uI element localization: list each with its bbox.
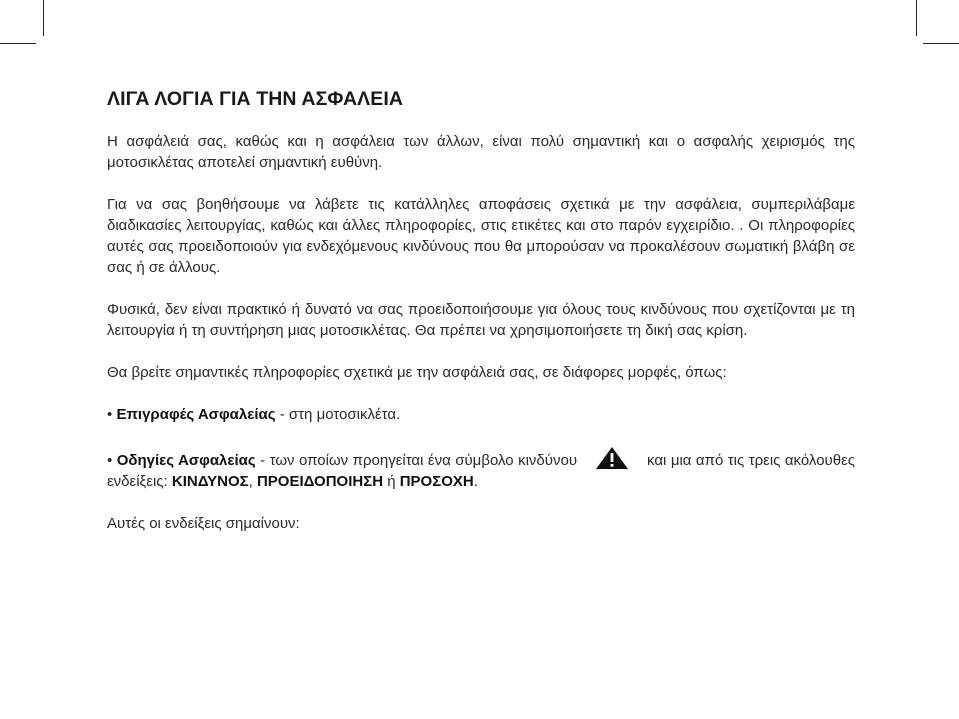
separator: , [248,473,257,490]
signal-word-danger: ΚΙΝΔΥΝΟΣ [171,473,249,490]
bullet-marker: • [107,452,113,469]
sentence-end: . [473,473,478,490]
page-title: ΛΙΓΑ ΛΟΓΙΑ ΓΙΑ ΤΗΝ ΑΣΦΑΛΕΙΑ [107,88,404,110]
bullet-label: Επιγραφές Ασφαλείας [116,406,276,423]
bullet-text-continued: και μια από τις τρεις ακόλουθες ενδείξεις: [107,452,855,490]
bullet-text: - στη μοτοσικλέτα. [275,406,401,423]
signal-word-caution: ΠΡΟΣΟΧΗ [399,473,474,490]
forms-paragraph: Θα βρείτε σημαντικές πληροφορίες σχετικά με την ασφάλειά σας, σε διάφορες μορφές, όπως: [107,364,727,381]
warning-triangle-icon [595,446,629,470]
bullet-label: Οδηγίες Ασφαλείας [116,452,256,469]
page-content [107,88,855,534]
bullet-safety-labels [107,404,855,425]
crop-mark-left-top [0,43,36,44]
judgement-paragraph: Φυσικά, δεν είναι πρακτικό ή δυνατό να σας προειδοποιήσουμε για όλους τους κινδύνους που σχετίζονται με τη λειτουργία ή τη συντήρηση μιας μοτοσικλέτας. Θα πρέπει να χρησιμοποιήσετε τη δική σας κρίση. [107,301,855,339]
crop-mark-top-right [916,0,917,36]
signal-word-warning: ΠΡΟΕΙΔΟΠΟΙΗΣΗ [256,473,384,490]
bullet-marker: • [107,406,113,423]
closing-paragraph: Αυτές οι ενδείξεις σημαίνουν: [107,515,300,532]
separator: ή [383,473,400,490]
bullet-safety-messages [107,446,855,492]
crop-mark-right-top [923,43,959,44]
intro-paragraph: Η ασφάλειά σας, καθώς και η ασφάλεια των άλλων, είναι πολύ σημαντική και ο ασφαλής χειρισμός της μοτοσικλέτας αποτελεί σημαντική ευθύνη. [107,133,855,171]
info-paragraph: Για να σας βοηθήσουμε να λάβετε τις κατάλληλες αποφάσεις σχετικά με την ασφάλεια, συμπεριλάβαμε διαδικασίες λειτουργίας, καθώς και άλλες πληροφορίες, στις ετικέτες και στο παρόν εγχειρίδιο. . Οι πληροφορίες αυτές σας προειδοποιούν για ενδεχόμενους κινδύνους που θα μπορούσαν να προκαλέσουν σωματική βλάβη σε σας ή σε άλλους. [107,196,855,276]
bullet-text: - των οποίων προηγείται ένα σύμβολο κινδύνου [255,452,578,469]
crop-mark-top-left [43,0,44,36]
